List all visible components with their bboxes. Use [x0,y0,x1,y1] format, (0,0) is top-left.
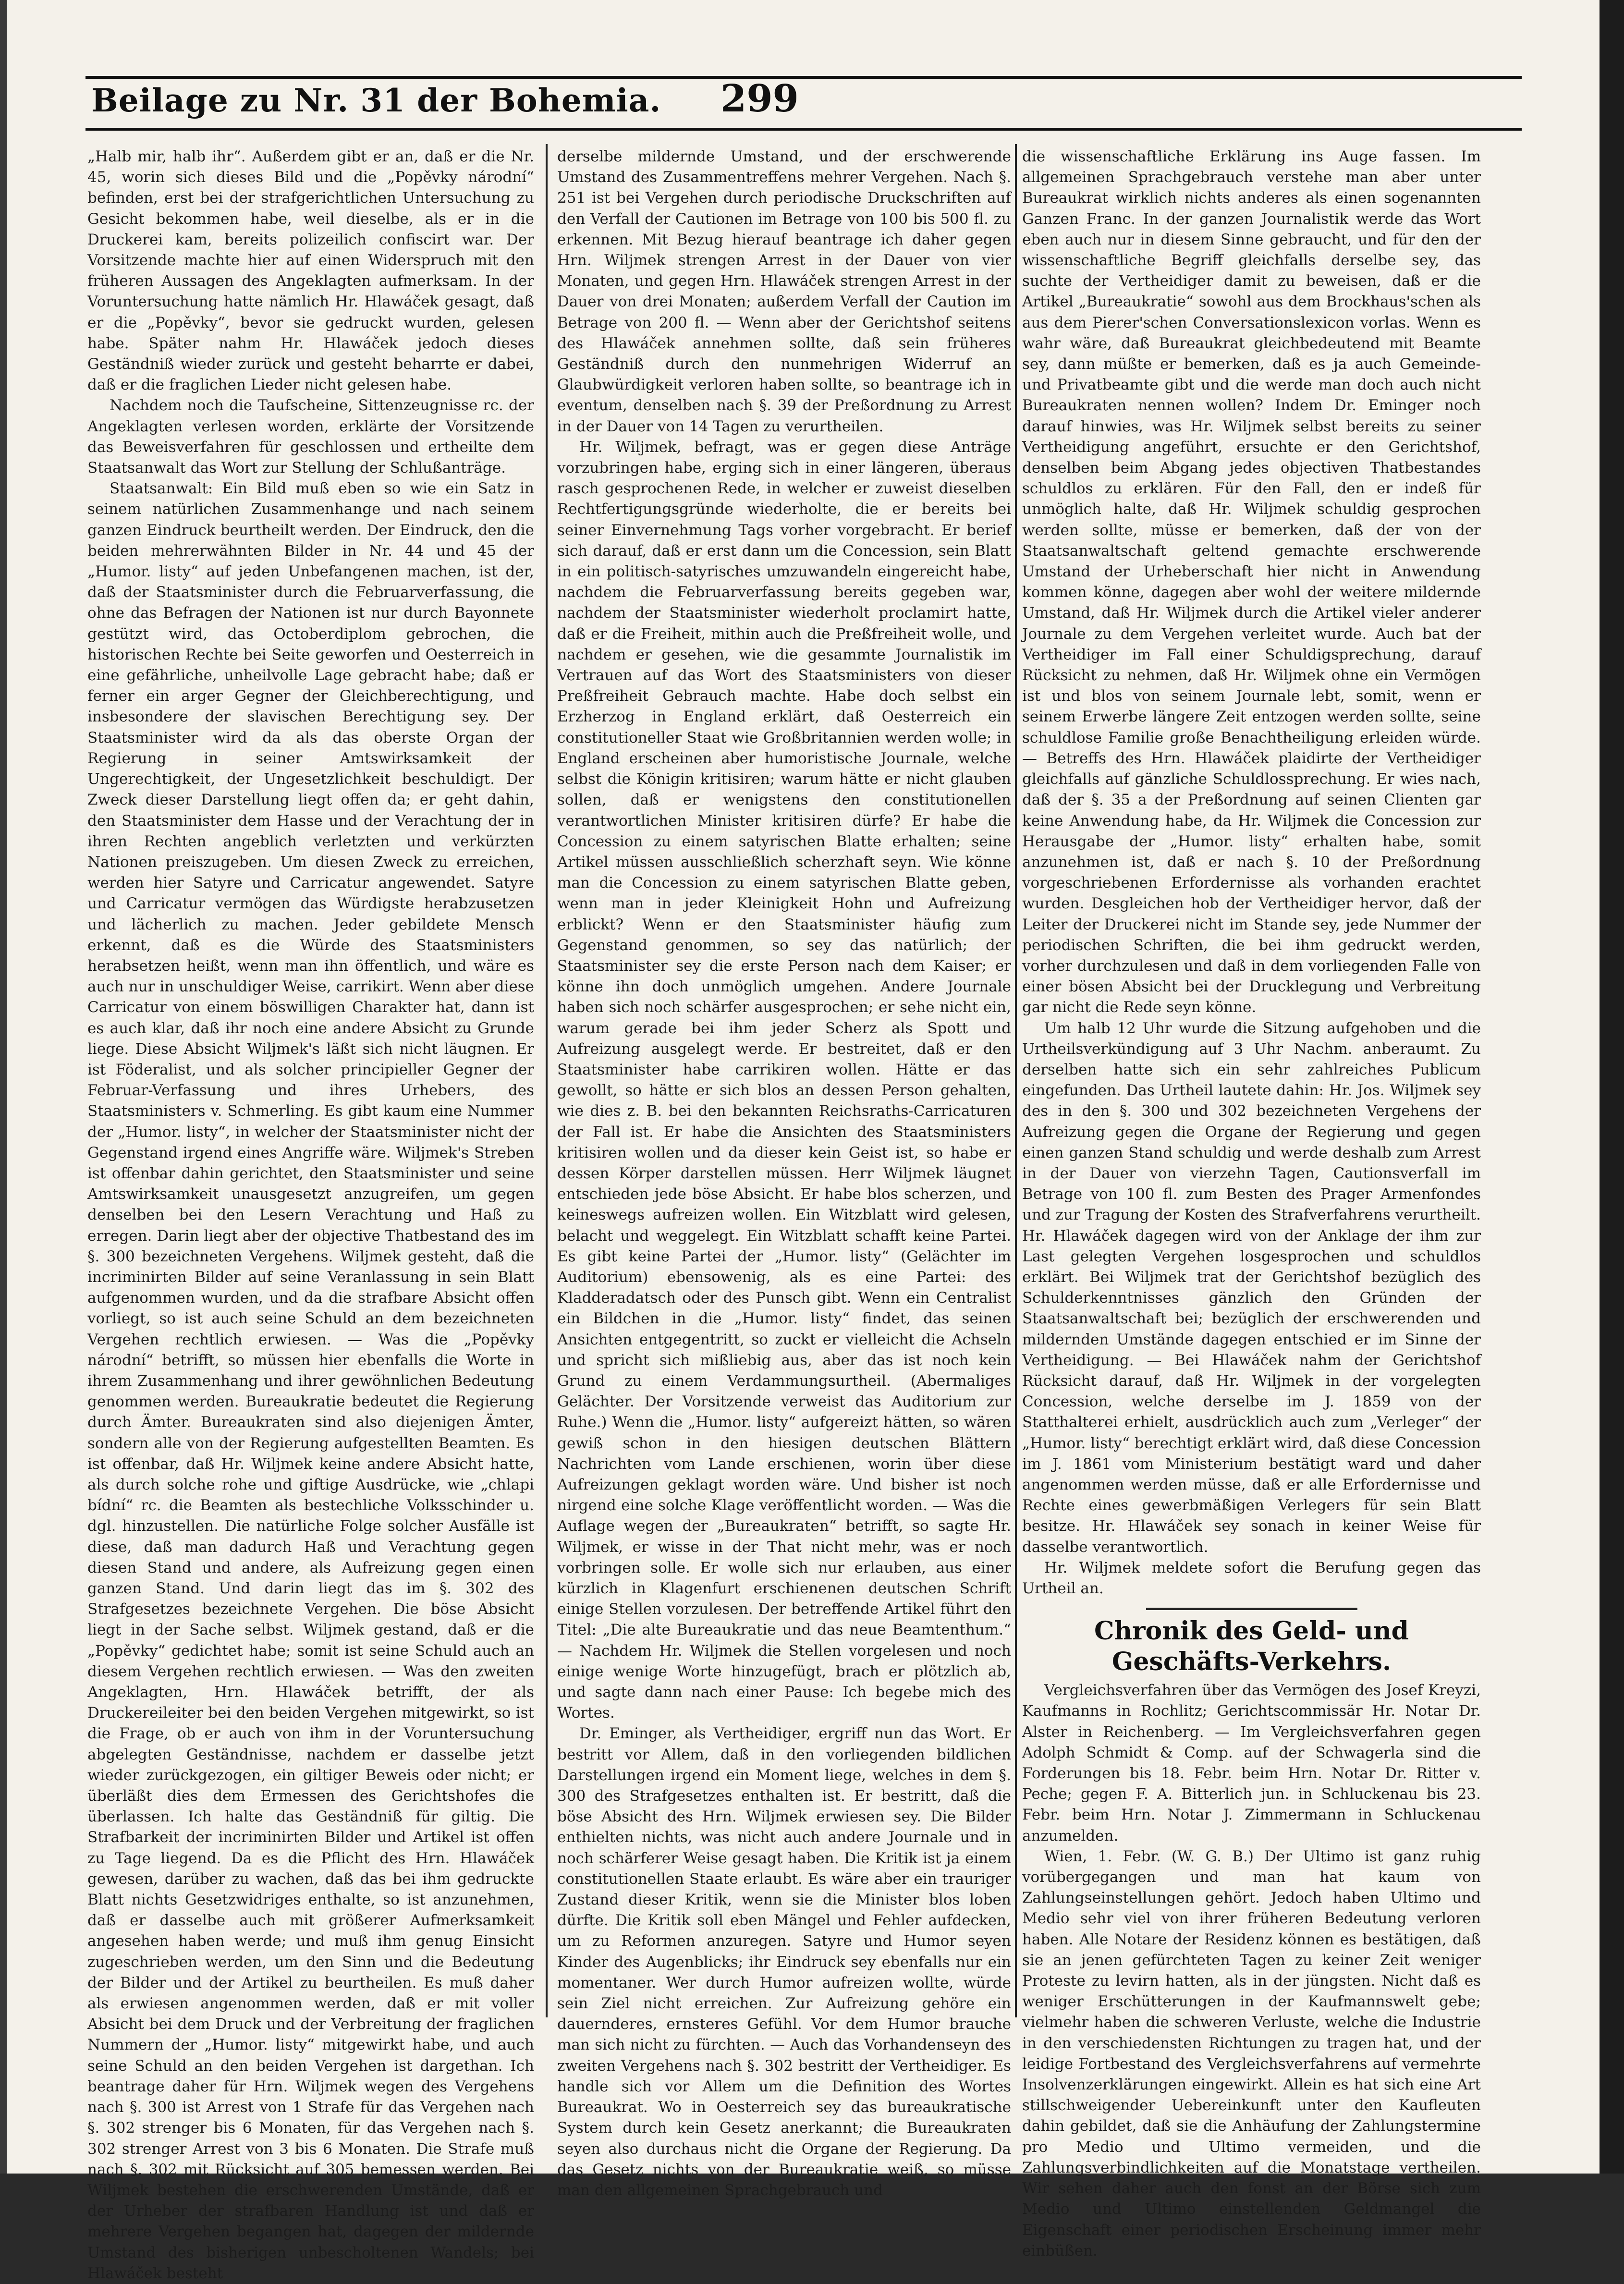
article-paragraph: Dr. Eminger, als Vertheidiger, ergriff nun das Wort. Er bestritt vor Allem, daß in den vorliegenden bildlichen Darstellungen irgend ein Moment liege, welches in dem §. 300 des Strafgesetzes enthalten ist. Er bestritt, daß die böse Absicht des Hrn. Wiljmek erwiesen sey. Die Bilder enthielten nichts, was nicht auch andere Journale und in noch schärferer Weise gesagt haben. Die Kritik ist ja einem constitutionellen Staate erlaubt. Es wäre aber ein trauriger Zustand dieser Kritik, wenn sie die Minister blos loben dürfte. Die Kritik soll eben Mängel und Fehler aufdecken, um zu Reformen anzuregen. Satyre und Humor seyen Kinder des Augenblicks; ihr Eindruck sey ebenfalls nur ein momentaner. Wer durch Humor aufreizen wollte, würde sein Ziel nicht erreichen. Zur Aufreizung gehöre ein dauernderes, ernsteres Gefühl. Vor dem Humor brauche man sich nicht zu fürchten. — Auch das Vorhandenseyn des zweiten Vergehens nach §. 302 bestritt der Vertheidiger. Es handle sich vor Allem um die Definition des Wortes Bureaukrat. Wo in Oesterreich sey das bureaukratische System durch kein Gesetz anerkannt; die Bureaukraten seyen also durchaus nicht die Organe der Regierung. Da das Gesetz nichts von der Bureaukratie weiß, so müsse man den allgemeinen Sprachgebrauch und [557,1725,1011,2199]
article-paragraph: Hr. Wiljmek meldete sofort die Berufung gegen das Urtheil an. [1022,1559,1481,1598]
article-paragraph: Um halb 12 Uhr wurde die Sitzung aufgehoben und die Urtheilsverkündigung auf 3 Uhr Nachm. anberaumt. Zu derselben hatte sich ein sehr zahlreiches Publicum eingefunden. Das Urtheil lautete dahin: Hr. Jos. Wiljmek sey des in den §. 300 und 302 bezeichneten Vergehens der Aufreizung gegen die Organe der Regierung und gegen einen ganzen Stand schuldig und werde deshalb zum Arrest in der Dauer von vierzehn Tagen, Cautionsverfall im Betrage von 100 fl. zum Besten des Prager Armenfondes und zur Tragung der Kosten des Strafverfahrens verurtheilt. Hr. Hlawáček dagegen wird von der Anklage der ihm zur Last gelegten Vergehen losgesprochen und schuldlos erklärt. Bei Wiljmek trat der Gerichtshof bezüglich des Schulderkenntnisses gänzlich den Gründen der Staatsanwaltschaft bei; bezüglich der erschwerenden und mildernden Umstände dagegen entschied er im Sinne der Vertheidigung. — Bei Hlawáček nahm der Gerichtshof Rücksicht darauf, daß Hr. Wiljmek in der vorgelegten Concession, welche derselbe im J. 1859 von der Statthalterei erhielt, ausdrücklich auch zum „Verleger“ der „Humor. listy“ berechtigt erklärt wird, daß diese Concession im J. 1861 vom Ministerium bestätigt ward und daher angenommen werden müsse, daß er alle Erfordernisse und Rechte eines gewerbmäßigen Verlegers für sein Blatt besitze. Hr. Hlawáček sey sonach in keiner Weise für dasselbe verantwortlich. [1022,1019,1481,1556]
article-paragraph: die wissenschaftliche Erklärung ins Auge fassen. Im allgemeinen Sprachgebrauch verstehe man aber unter Bureaukrat wirklich nichts anderes als einen sogenannten Ganzen Franc. In der ganzen Journalistik werde das Wort eben auch nur in diesem Sinne gebraucht, und für den der wissenschaftliche Begriff gleichfalls derselbe sey, das suchte der Vertheidiger damit zu beweisen, daß er die Artikel „Bureaukratie“ sowohl aus dem Brockhaus'schen als aus dem Pierer'schen Conversationslexicon vorlas. Wenn es wahr wäre, daß Bureaukrat gleichbedeutend mit Beamte sey, dann müßte er bemerken, daß es ja auch Gemeinde- und Privatbeamte gibt und die werde man doch auch nicht Bureaukraten nennen wollen? Indem Dr. Eminger noch darauf hinwies, was Hr. Wiljmek selbst bereits zu seiner Vertheidigung angeführt, ersuchte er den Gerichtshof, denselben beim Abgang jedes objectiven Thatbestandes schuldlos zu erklären. Für den Fall, den er indeß für unmöglich halte, daß Hr. Wiljmek schuldig gesprochen werden sollte, müsse er bemerken, daß der von der Staatsanwaltschaft geltend gemachte erschwerende Umstand der Urheberschaft hier nicht in Anwendung kommen könne, dagegen aber wohl der weitere mildernde Umstand, daß Hr. Wiljmek durch die Artikel vieler anderer Journale zu dem Vergehen verleitet wurde. Auch bat der Vertheidiger im Fall einer Schuldigsprechung, darauf Rücksicht zu nehmen, daß Hr. Wiljmek ohne ein Vermögen ist und blos von seinem Journale lebt, somit, wenn er seinem Erwerbe längere Zeit entzogen werden sollte, seine schuldlose Familie große Benachtheiligung erleiden würde. — Betreffs des Hrn. Hlawáček plaidirte der Vertheidiger gleichfalls auf gänzliche Schuldlossprechung. Er wies nach, daß der §. 35 a der Preßordnung auf seinen Clienten gar keine Anwendung habe, da Hr. Wiljmek die Concession zur Herausgabe der „Humor. listy“ erhalten habe, somit anzunehmen ist, daß er nach §. 10 der Preßordnung vorgeschriebenen Erfordernisse als vorhanden erachtet wurden. Desgleichen hob der Vertheidiger hervor, daß der Leiter der Druckerei nicht im Stande sey, jede Nummer der periodischen Schriften, die bei ihm gedruckt werden, vorher durchzulesen und daß in dem vorliegenden Falle von einer bösen Absicht bei der Drucklegung und Verbreitung gar nicht die Rede seyn könne. [1022,148,1481,1016]
article-paragraph: Staatsanwalt: Ein Bild muß eben so wie ein Satz in seinem natürlichen Zusammenhange und nach seinem ganzen Eindruck beurtheilt werden. Der Eindruck, den die beiden mehrerwähnten Bilder in Nr. 44 und 45 der „Humor. listy“ auf jeden Unbefangenen machen, ist der, daß der Staatsminister durch die Februarverfassung, die ohne das Befragen der Nationen ist nur durch Bayonnete gestützt wird, das Octoberdiplom gebrochen, die historischen Rechte bei Seite geworfen und Oesterreich in eine gefährliche, unheilvolle Lage gebracht habe; daß er ferner ein arger Gegner der Gleichberechtigung, und insbesondere der slavischen Berechtigung sey. Der Staatsminister wird da als das oberste Organ der Regierung in seiner Amtswirksamkeit der Ungerechtigkeit, der Ungesetzlichkeit beschuldigt. Der Zweck dieser Darstellung liegt offen da; er geht dahin, den Staatsminister dem Hasse und der Verachtung der in ihren Rechten angeblich verletzten und verkürzten Nationen preiszugeben. Um diesen Zweck zu erreichen, werden hier Satyre und Carricatur angewendet. Satyre und Carricatur vermögen das Würdigste herabzusetzen und lächerlich zu machen. Jeder gebildete Mensch erkennt, daß es die Würde des Staatsministers herabsetzen heißt, wenn man ihn öffentlich, und wäre es auch nur in unschuldiger Weise, carrikirt. Wenn aber diese Carricatur von einem böswilligen Charakter hat, dann ist es auch klar, daß ihr noch eine andere Absicht zu Grunde liege. Diese Absicht Wiljmek's läßt sich nicht läugnen. Er ist Föderalist, und als solcher principieller Gegner der Februar-Verfassung und ihres Urhebers, des Staatsministers v. Schmerling. Es gibt kaum eine Nummer der „Humor. listy“, in welcher der Staatsminister nicht der Gegenstand irgend eines Angriffe wäre. Wiljmek's Streben ist offenbar dahin gerichtet, den Staatsminister und seine Amtswirksamkeit unausgesetzt anzugreifen, um gegen denselben bei den Lesern Verachtung und Haß zu erregen. Darin liegt aber der objective Thatbestand des im §. 300 bezeichneten Vergehens. Wiljmek gesteht, daß die incriminirten Bilder auf seine Veranlassung in sein Blatt aufgenommen wurden, und da die strafbare Absicht offen vorliegt, so ist auch seine Schuld an dem bezeichneten Vergehen rechtlich erwiesen. — Was die „Popěvky národní“ betrifft, so müssen hier ebenfalls die Worte in ihrem Zusammenhang und ihrer gewöhnlichen Bedeutung genommen werden. Bureaukratie bedeutet die Regierung durch Ämter. Bureaukraten sind also diejenigen Ämter, sondern alle von der Regierung aufgestellten Beamten. Es ist offenbar, daß Hr. Wiljmek keine andere Absicht hatte, als durch solche rohe und giftige Ausdrücke, wie „chlapi bídní“ rc. die Beamten als bestechliche Volksschinder u. dgl. hinzustellen. Die natürliche Folge solcher Ausfälle ist diese, daß man dadurch Haß und Verachtung gegen diesen Stand und andere, als Aufreizung gegen einen ganzen Stand. Und darin liegt das im §. 302 des Strafgesetzes bezeichnete Vergehen. Die böse Absicht liegt in der Sache selbst. Wiljmek gestand, daß er die „Popěvky“ gedichtet habe; somit ist seine Schuld auch an diesem Vergehen rechtlich erwiesen. — Was den zweiten Angeklagten, Hrn. Hlawáček betrifft, der als Druckereileiter bei den beiden Vergehen mitgewirkt, so ist die Frage, ob er auch von ihm in der Voruntersuchung abgelegten Geständnisse, nachdem er dasselbe jetzt wieder zurückgezogen, ein giltiger Beweis oder nicht; er überläßt dies dem Ermessen des Gerichtshofes die überlassen. Ich halte das Geständniß für giltig. Die Strafbarkeit der incriminirten Bilder und Artikel ist offen zu Tage liegend. Da es die Pflicht des Hrn. Hlawáček gewesen, darüber zu wachen, daß das bei ihm gedruckte Blatt nichts Gesetzwidriges enthalte, so ist anzunehmen, daß er dasselbe auch mit größerer Aufmerksamkeit angesehen haben werde; und muß ihm genug Einsicht zugeschrieben werden, um den Sinn und die Bedeutung der Bilder und der Artikel zu beurtheilen. Es muß daher als erwiesen angenommen werden, daß er mit voller Absicht bei dem Druck und der Verbreitung der fraglichen Nummern der „Humor. listy“ mitgewirkt habe, und auch seine Schuld an den beiden Vergehen ist dargethan. Ich beantrage daher für Hrn. Wiljmek wegen des Vergehens nach §. 300 ist Arrest von 1 Strafe für das Vergehen nach §. 302 strenger bis 6 Monaten, für das Vergehen nach §. 302 strenger Arrest von 3 bis 6 Monaten. Die Strafe muß nach §. 302 mit Rücksicht auf 305 bemessen werden. Bei Wiljmek bestehen die erschwerenden Umstände, daß er der Urheber der strafbaren Handlung ist und daß er mehrere Vergehen begangen hat, dagegen der mildernde Umstand des bisherigen unbescholtenen Wandels; bei Hlawáček besteht [87,480,534,2282]
section-paragraph: Wien, 1. Febr. (W. G. B.) Der Ultimo ist ganz ruhig vorübergegangen und man hat kaum von Zahlungseinstellungen gehört. Jedoch haben Ultimo und Medio sehr viel von ihrer früheren Bedeutung verloren haben. Alle Notare der Residenz können es bestätigen, daß sie an jenen gefürchteten Tagen zu keiner Zeit weniger Proteste zu levirn hatten, als in der jüngsten. Nicht daß es weniger Erschütterungen in der Kaufmannswelt gebe; vielmehr haben die schweren Verluste, welche die Industrie in den verschiedensten Richtungen zu tragen hat, und der leidige Fortbestand des Vergleichsverfahrens auf vermehrte Insolvenzerklärungen eingewirkt. Allein es hat sich eine Art stillschweigender Uebereinkunft unter den Kaufleuten dahin gebildet, daß sie die Anhäufung der Zahlungstermine pro Medio und Ultimo vermeiden, und die Zahlungsverbindlichkeiten auf die Monatstage vertheilen. Wir sehen daher auch den fonst an der Börse sich zum Medio und Ultimo einstellenden Geldmangel die Eigenschaft einer periodischen Erscheinung immer mehr einbüßen. [1022,1847,1481,2260]
section-paragraph: Vergleichsverfahren über das Vermögen des Josef Kreyzi, Kaufmanns in Rochlitz; Gerichtscommissär Hr. Notar Dr. Alster in Reichenberg. — Im Vergleichsverfahren gegen Adolph Schmidt & Comp. auf der Schwagerla sind die Forderungen bis 18. Febr. beim Hrn. Notar Dr. Ritter v. Peche; gegen F. A. Bitterlich jun. in Schluckenau bis 23. Febr. beim Hrn. Notar J. Zimmermann in Schluckenau anzumelden. [1022,1682,1481,1844]
article-paragraph: derselbe mildernde Umstand, und der erschwerende Umstand des Zusammentreffens mehrer Vergehen. Nach §. 251 ist bei Vergehen durch periodische Druckschriften auf den Verfall der Cautionen im Betrage von 100 bis 500 fl. zu erkennen. Mit Bezug hierauf beantrage ich daher gegen Hrn. Wiljmek strengen Arrest in der Dauer von vier Monaten, und gegen Hrn. Hlawáček strengen Arrest in der Dauer von drei Monaten; außerdem Verfall der Caution im Betrage von 200 fl. — Wenn aber der Gerichtshof seitens des Hlawáček annehmen sollte, daß sein früheres Geständniß durch den nunmehrigen Widerruf an Glaubwürdigkeit verloren haben sollte, so beantrage ich in eventum, denselben nach §. 39 der Preßordnung zu Arrest in der Dauer von 14 Tagen zu verurtheilen. [557,148,1011,435]
running-title: Beilage zu Nr. 31 der Bohemia. [91,82,661,119]
section-title: Chronik des Geld- und Geschäfts-Verkehrs. [1094,1616,1409,1677]
section-divider [1146,1608,1357,1610]
article-paragraph: Hr. Wiljmek, befragt, was er gegen diese Anträge vorzubringen habe, erging sich in einer längeren, überaus rasch gesprochenen Rede, in welcher er zuweist dieselben Rechtfertigungsgründe wiederholte, die er bereits bei seiner Einvernehmung Tags vorher vorgebracht. Er berief sich darauf, daß er erst dann um die Concession, sein Blatt in ein politisch-satyrisches umzuwandeln eingereicht habe, nachdem die Februarverfassung bereits gegeben war, nachdem der Staatsminister wiederholt proclamirt hatte, daß er die Freiheit, mithin auch die Preßfreiheit wolle, und nachdem er gesehen, wie die gesammte Journalistik im Vertrauen auf das Wort des Staatsministers von dieser Preßfreiheit Gebrauch machte. Habe doch selbst ein Erzherzog in England erklärt, daß Oesterreich ein constitutioneller Staat wie Großbritannien werden wolle; in England erscheinen aber humoristische Journale, welche selbst die Königin kritisiren; warum hätte er nicht glauben sollen, daß er wenigstens den constitutionellen verantwortlichen Minister kritisiren dürfe? Er habe die Concession zu einem satyrischen Blatte erhalten; seine Artikel müssen ausschließlich scherzhaft seyn. Wie könne man die Concession zu einem satyrischen Blatte geben, wenn man in jeder Kleinigkeit Hohn und Aufreizung erblickt? Wenn er den Staatsminister häufig zum Gegenstand genommen, so sey das natürlich; der Staatsminister sey die erste Person nach dem Kaiser; er könne ihn doch unmöglich umgehen. Andere Journale haben sich noch schärfer ausgesprochen; er sehe nicht ein, warum gerade bei ihm jeder Scherz als Spott und Aufreizung ausgelegt werde. Er bestreitet, daß er den Staatsminister habe carrikiren wollen. Hätte er das gewollt, so hätte er sich blos an dessen Person gehalten, wie dies z. B. bei den bekannten Reichsraths-Carricaturen der Fall ist. Er habe die Ansichten des Staatsministers kritisiren wollen und da dieser kein Geist ist, so habe er dessen Körper darstellen müssen. Herr Wiljmek läugnet entschieden jede böse Absicht. Er habe blos scherzen, und keineswegs aufreizen wollen. Ein Witzblatt wird gelesen, belacht und weggelegt. Ein Witzblatt schafft keine Partei. Es gibt keine Partei der „Humor. listy“ (Gelächter im Auditorium) ebensowenig, als es eine Partei: des Kladderadatsch oder des Punsch gibt. Wenn ein Centralist ein Bildchen in die „Humor. listy“ findet, das seinen Ansichten entgegentritt, so zuckt er vielleicht die Achseln und spricht sich mißliebig aus, aber das ist noch kein Grund zu einem Verdammungsurtheil. (Abermaliges Gelächter. Der Vorsitzende verweist das Auditorium zur Ruhe.) Wenn die „Humor. listy“ aufgereizt hätten, so wären gewiß schon in den hiesigen deutschen Blättern Nachrichten vom Lande erschienen, worin über diese Aufreizungen geklagt worden wäre. Und bisher ist noch nirgend eine solche Klage veröffentlicht worden. — Was die Auflage wegen der „Bureaukraten“ betrifft, so sagte Hr. Wiljmek, er wisse in der That nicht mehr, was er noch vorbringen solle. Er wolle sich nur erlauben, aus einer kürzlich in Klagenfurt erschienenen deutschen Schrift einige Stellen vorzulesen. Der betreffende Artikel führt den Titel: „Die alte Bureaukratie und das neue Beamtenthum.“ — Nachdem Hr. Wiljmek die Stellen vorgelesen und noch einige wenige Worte hinzugefügt, brach er plötzlich ab, und sagte dann nach einer Pause: Ich begebe mich des Wortes. [557,438,1011,1722]
scan-left-edge [0,0,7,2174]
article-paragraph: „Halb mir, halb ihr“. Außerdem gibt er an, daß er die Nr. 45, worin sich dieses Bild und die „Popěvky národní“ befinden, erst bei der strafgerichtlichen Untersuchung zu Gesicht bekommen habe, weil dieselbe, als er in die Druckerei kam, bereits polizeilich confiscirt war. Der Vorsitzende machte hier auf einen Widerspruch mit den früheren Aussagen des Angeklagten aufmerksam. In der Voruntersuchung hatte nämlich Hr. Hlawáček gesagt, daß er die „Popěvky“, bevor sie gedruckt wurden, gelesen habe. Später nahm Hr. Hlawáček jedoch dieses Geständniß wieder zurück und gesteht beharrte er dabei, daß er die fraglichen Lieder nicht gelesen habe. [87,148,534,394]
header-top-rule [85,76,1522,79]
text-column-1 [87,147,534,2282]
header-bottom-rule [85,128,1522,131]
page-number: 299 [720,77,799,121]
scan-right-edge [1600,0,1624,2174]
article-paragraph: Nachdem noch die Taufscheine, Sittenzeugnisse rc. der Angeklagten verlesen worden, erklärte der Vorsitzende das Beweisverfahren für geschlossen und ertheilte dem Staatsanwalt das Wort zur Stellung der Schlußanträge. [87,397,534,477]
column-divider-2 [1015,144,1017,2017]
text-column-2 [557,147,1011,2199]
column-divider-1 [546,144,548,2017]
text-column-3 [1022,147,1481,2260]
